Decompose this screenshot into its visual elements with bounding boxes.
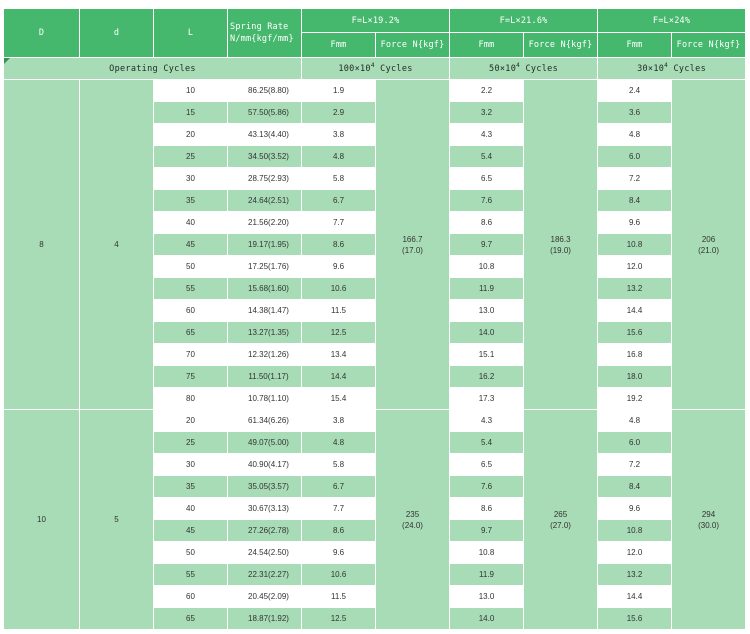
header-group-1: F=L×19.2% [302,9,450,33]
cell-D: 8 [4,80,80,410]
cell-fmm-1: 6.7 [302,476,376,498]
cell-fmm-3: 9.6 [598,212,672,234]
cell-L: 10 [154,80,228,102]
cell-fmm-1: 5.8 [302,168,376,190]
cell-spring-rate: 15.68(1.60) [228,278,302,300]
cell-L: 25 [154,146,228,168]
table-row [4,410,746,432]
cell-spring-rate: 10.78(1.10) [228,388,302,410]
cell-spring-rate: 20.45(2.09) [228,586,302,608]
cell-fmm-2: 6.5 [450,454,524,476]
cell-fmm-3: 4.8 [598,124,672,146]
cell-fmm-3: 7.2 [598,454,672,476]
header-force-2: Force N{kgf} [524,33,598,58]
cell-spring-rate: 61.34(6.26) [228,410,302,432]
cell-fmm-3: 6.0 [598,146,672,168]
cell-fmm-1: 10.6 [302,564,376,586]
header-D: D [4,9,80,58]
cell-fmm-3: 15.6 [598,322,672,344]
header-fmm-1: Fmm [302,33,376,58]
cell-fmm-2: 2.2 [450,80,524,102]
operating-cycles-label: Operating Cycles [4,58,302,80]
cell-fmm-1: 11.5 [302,300,376,322]
cell-L: 55 [154,564,228,586]
header-fmm-2: Fmm [450,33,524,58]
cell-spring-rate: 21.56(2.20) [228,212,302,234]
cell-fmm-2: 16.2 [450,366,524,388]
cell-fmm-2: 13.0 [450,586,524,608]
cell-fmm-2: 5.4 [450,146,524,168]
cell-fmm-1: 9.6 [302,542,376,564]
cell-fmm-2: 14.0 [450,608,524,630]
cell-fmm-2: 7.6 [450,476,524,498]
cell-spring-rate: 27.26(2.78) [228,520,302,542]
header-force-1: Force N{kgf} [376,33,450,58]
cell-fmm-1: 11.5 [302,586,376,608]
cell-fmm-1: 4.8 [302,432,376,454]
cell-L: 15 [154,102,228,124]
cell-spring-rate: 28.75(2.93) [228,168,302,190]
cell-fmm-2: 8.6 [450,212,524,234]
cell-fmm-3: 2.4 [598,80,672,102]
cell-L: 20 [154,410,228,432]
cell-fmm-2: 6.5 [450,168,524,190]
cell-fmm-1: 6.7 [302,190,376,212]
cell-fmm-3: 14.4 [598,300,672,322]
cell-fmm-3: 13.2 [598,278,672,300]
cell-fmm-3: 10.8 [598,234,672,256]
cell-spring-rate: 17.25(1.76) [228,256,302,278]
header-spring-rate [228,9,302,58]
cell-fmm-3: 4.8 [598,410,672,432]
header-force-3: Force N{kgf} [672,33,746,58]
cell-L: 75 [154,366,228,388]
cell-L: 50 [154,542,228,564]
cell-fmm-1: 7.7 [302,498,376,520]
cell-fmm-1: 13.4 [302,344,376,366]
cell-L: 50 [154,256,228,278]
cell-force-3: 206 (21.0) [672,80,746,410]
cell-D: 10 [4,410,80,630]
header-group-3: F=L×24% [598,9,746,33]
spring-spec-table [3,8,746,630]
cell-fmm-2: 4.3 [450,124,524,146]
cell-fmm-1: 1.9 [302,80,376,102]
cell-fmm-2: 4.3 [450,410,524,432]
cell-fmm-3: 12.0 [598,256,672,278]
cell-force-2: 265 (27.0) [524,410,598,630]
cell-fmm-2: 8.6 [450,498,524,520]
cell-fmm-3: 8.4 [598,190,672,212]
cell-spring-rate: 49.07(5.00) [228,432,302,454]
spring-spec-table-container [3,8,745,630]
cell-fmm-2: 11.9 [450,564,524,586]
cell-fmm-1: 15.4 [302,388,376,410]
table-row [4,80,746,102]
cell-fmm-3: 18.0 [598,366,672,388]
cell-fmm-3: 13.2 [598,564,672,586]
cell-fmm-3: 8.4 [598,476,672,498]
cell-fmm-1: 9.6 [302,256,376,278]
cell-L: 30 [154,454,228,476]
cell-L: 80 [154,388,228,410]
cell-L: 20 [154,124,228,146]
cell-L: 35 [154,190,228,212]
cell-fmm-1: 3.8 [302,124,376,146]
cell-spring-rate: 13.27(1.35) [228,322,302,344]
cell-L: 55 [154,278,228,300]
cell-fmm-3: 10.8 [598,520,672,542]
cell-fmm-1: 2.9 [302,102,376,124]
cell-fmm-2: 11.9 [450,278,524,300]
cell-spring-rate: 24.64(2.51) [228,190,302,212]
cell-L: 30 [154,168,228,190]
cell-fmm-2: 15.1 [450,344,524,366]
cell-fmm-1: 14.4 [302,366,376,388]
corner-marker-icon [4,58,10,64]
cell-fmm-2: 5.4 [450,432,524,454]
cell-L: 65 [154,322,228,344]
cycles-group-1: $100\times 10^4$ Cycles [302,58,450,80]
cell-force-2: 186.3 (19.0) [524,80,598,410]
cell-spring-rate: 34.50(3.52) [228,146,302,168]
cell-fmm-2: 9.7 [450,520,524,542]
cell-spring-rate: 22.31(2.27) [228,564,302,586]
cell-L: 25 [154,432,228,454]
cell-spring-rate: 43.13(4.40) [228,124,302,146]
cell-fmm-2: 14.0 [450,322,524,344]
cell-force-3: 294 (30.0) [672,410,746,630]
cell-spring-rate: 35.05(3.57) [228,476,302,498]
cell-spring-rate: 18.87(1.92) [228,608,302,630]
spring-rate-label: Spring Rate [230,22,289,32]
cell-spring-rate: 12.32(1.26) [228,344,302,366]
cell-spring-rate: 24.54(2.50) [228,542,302,564]
header-row-1 [4,9,746,33]
cycles-group-2: $50\times 10^4$ Cycles [450,58,598,80]
cell-fmm-1: 3.8 [302,410,376,432]
cell-d: 5 [80,410,154,630]
cell-spring-rate: 30.67(3.13) [228,498,302,520]
cell-force-1: 166.7 (17.0) [376,80,450,410]
cell-spring-rate: 11.50(1.17) [228,366,302,388]
cell-fmm-3: 19.2 [598,388,672,410]
cell-fmm-2: 9.7 [450,234,524,256]
cell-L: 45 [154,520,228,542]
cell-fmm-2: 13.0 [450,300,524,322]
cell-L: 35 [154,476,228,498]
cycles-group-3: $30\times 10^4$ Cycles [598,58,746,80]
cell-spring-rate: 14.38(1.47) [228,300,302,322]
cell-fmm-2: 10.8 [450,256,524,278]
cell-fmm-3: 16.8 [598,344,672,366]
cell-fmm-2: 7.6 [450,190,524,212]
cell-fmm-1: 8.6 [302,234,376,256]
cell-fmm-2: 10.8 [450,542,524,564]
cell-fmm-2: 17.3 [450,388,524,410]
cell-fmm-3: 3.6 [598,102,672,124]
cell-fmm-1: 12.5 [302,322,376,344]
cell-fmm-3: 9.6 [598,498,672,520]
cell-fmm-3: 15.6 [598,608,672,630]
cell-L: 40 [154,498,228,520]
header-group-2: F=L×21.6% [450,9,598,33]
cell-L: 60 [154,586,228,608]
table-body [4,9,746,630]
cell-fmm-1: 12.5 [302,608,376,630]
header-d: d [80,9,154,58]
cell-L: 70 [154,344,228,366]
cell-L: 40 [154,212,228,234]
cell-spring-rate: 86.25(8.80) [228,80,302,102]
cell-fmm-1: 5.8 [302,454,376,476]
cell-L: 60 [154,300,228,322]
cell-fmm-3: 6.0 [598,432,672,454]
cell-fmm-1: 4.8 [302,146,376,168]
cell-L: 45 [154,234,228,256]
cell-fmm-1: 8.6 [302,520,376,542]
cell-fmm-3: 14.4 [598,586,672,608]
header-fmm-3: Fmm [598,33,672,58]
header-L: L [154,9,228,58]
cell-spring-rate: 19.17(1.95) [228,234,302,256]
spring-rate-unit: N/mm{kgf/mm} [230,34,294,44]
cell-force-1: 235 (24.0) [376,410,450,630]
cell-spring-rate: 40.90(4.17) [228,454,302,476]
operating-cycles-row [4,58,746,80]
cell-fmm-1: 7.7 [302,212,376,234]
cell-fmm-2: 3.2 [450,102,524,124]
cell-fmm-3: 12.0 [598,542,672,564]
cell-spring-rate: 57.50(5.86) [228,102,302,124]
cell-d: 4 [80,80,154,410]
cell-L: 65 [154,608,228,630]
cell-fmm-3: 7.2 [598,168,672,190]
cell-fmm-1: 10.6 [302,278,376,300]
